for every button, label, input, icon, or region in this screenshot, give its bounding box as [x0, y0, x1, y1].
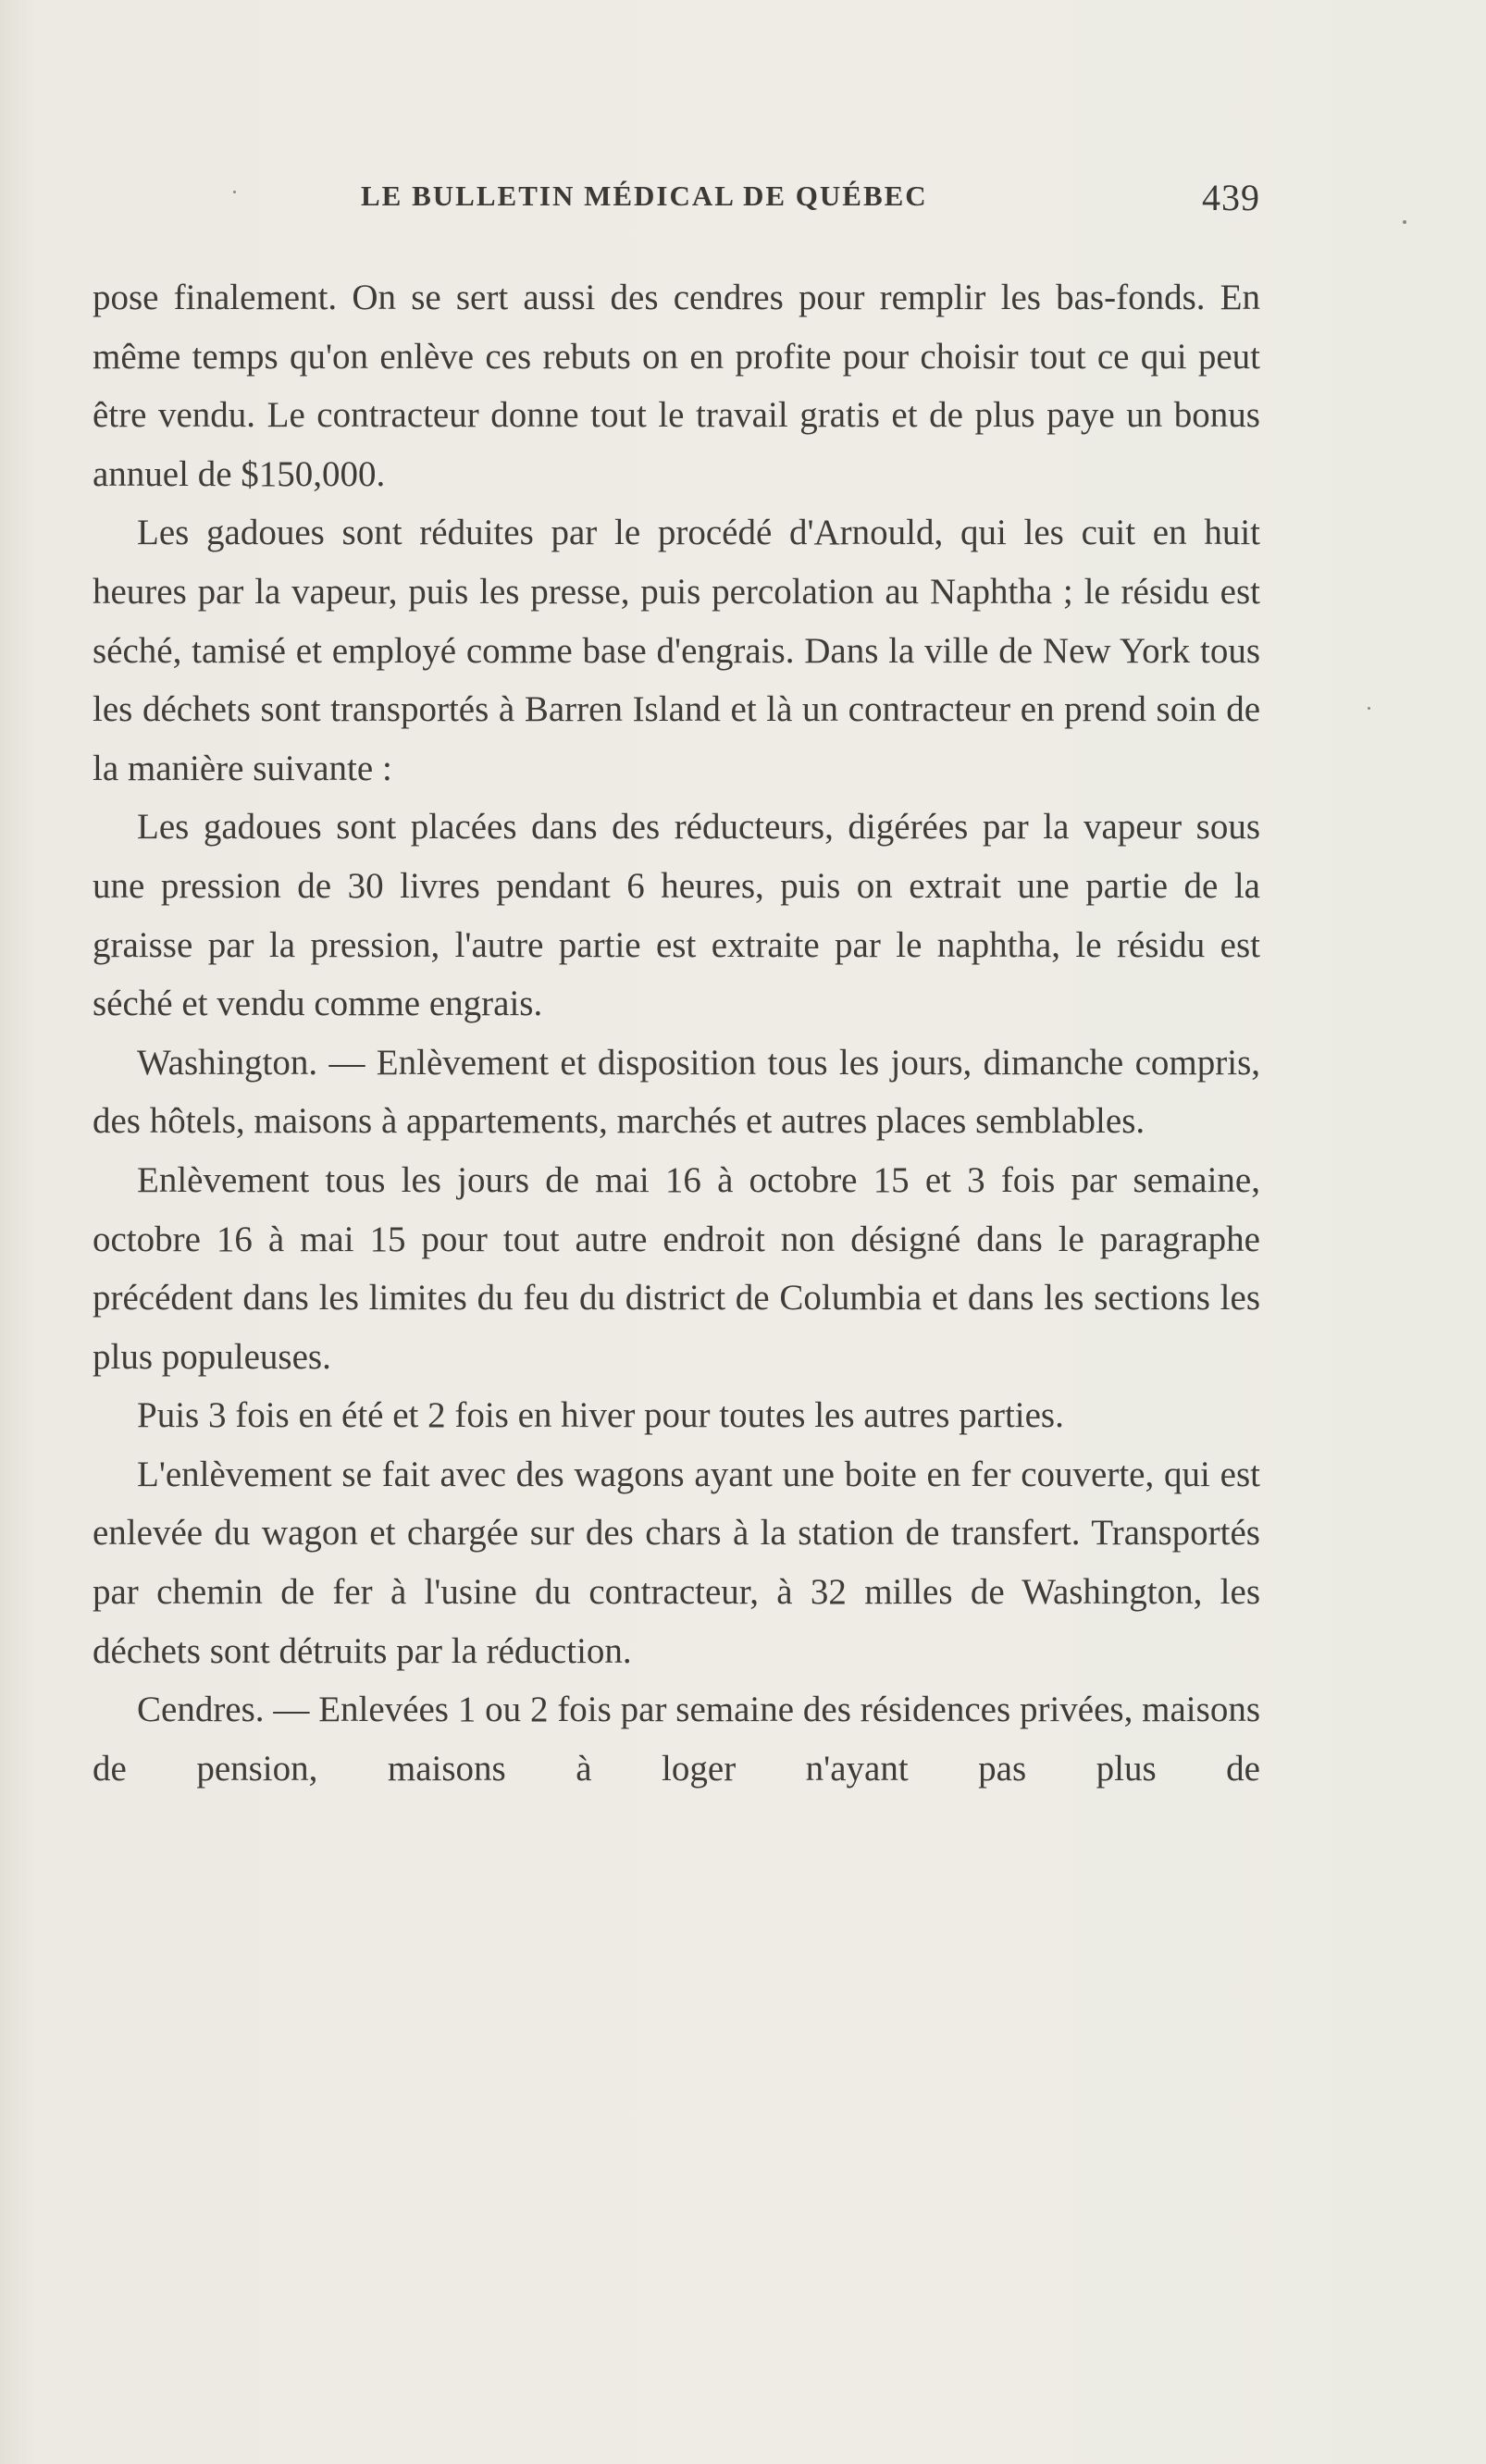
paragraph-3: Les gadoues sont placées dans des réducteurs, digérées par la vapeur sous une pression de 30 livres pendant 6 heures, puis on extrait une partie de la graisse par la pression, l'autre partie est extraite par le naphtha, le résidu est séché et vendu comme engrais.: [93, 807, 1260, 1024]
paper-speck: [1403, 220, 1406, 224]
paragraph-1: pose finalement. On se sert aussi des cendres pour remplir les bas-fonds. En même temps qu'on enlève ces rebuts on en profite pour choisir tout ce qui peut être vendu. Le contracteur donne tout le travail gratis et de plus paye un bonus annuel de $150,000.: [93, 278, 1260, 494]
page-number: 439: [1202, 177, 1260, 218]
paragraph-7: L'enlèvement se fait avec des wagons ayant une boite en fer couverte, qui est enlevée du wagon et chargée sur des chars à la station de transfert. Transportés par chemin de fer à l'usine du contracteur, à 32 milles de Washington, les déchets sont détruits par la réduction.: [93, 1454, 1260, 1671]
body-text: [93, 268, 1260, 1798]
paper-speck: [233, 191, 236, 193]
page-header: [93, 176, 1260, 222]
running-title: LE BULLETIN MÉDICAL DE QUÉBEC: [361, 180, 928, 212]
paragraph-4: Washington. — Enlèvement et disposition tous les jours, dimanche compris, des hôtels, maisons à appartements, marchés et autres places semblables.: [93, 1042, 1260, 1142]
paper-speck: [1368, 707, 1370, 710]
paragraph-5: Enlèvement tous les jours de mai 16 à octobre 15 et 3 fois par semaine, octobre 16 à mai 15 pour tout autre endroit non désigné dans le paragraphe précédent dans les limites du feu du district de Columbia et dans les sections les plus populeuses.: [93, 1159, 1260, 1377]
paragraph-8: Cendres. — Enlevées 1 ou 2 fois par semaine des résidences privées, maisons de pension, maisons à loger n'ayant pas plus de: [93, 1690, 1260, 1789]
paragraph-2: Les gadoues sont réduites par le procédé d'Arnould, qui les cuit en huit heures par la vapeur, puis les presse, puis percolation au Naphtha ; le résidu est séché, tamisé et employé comme base d'engrais. Dans la ville de New York tous les déchets sont transportés à Barren Island et là un contracteur en prend soin de la manière suivante :: [93, 513, 1260, 788]
paragraph-6: Puis 3 fois en été et 2 fois en hiver pour toutes les autres parties.: [137, 1395, 1064, 1436]
